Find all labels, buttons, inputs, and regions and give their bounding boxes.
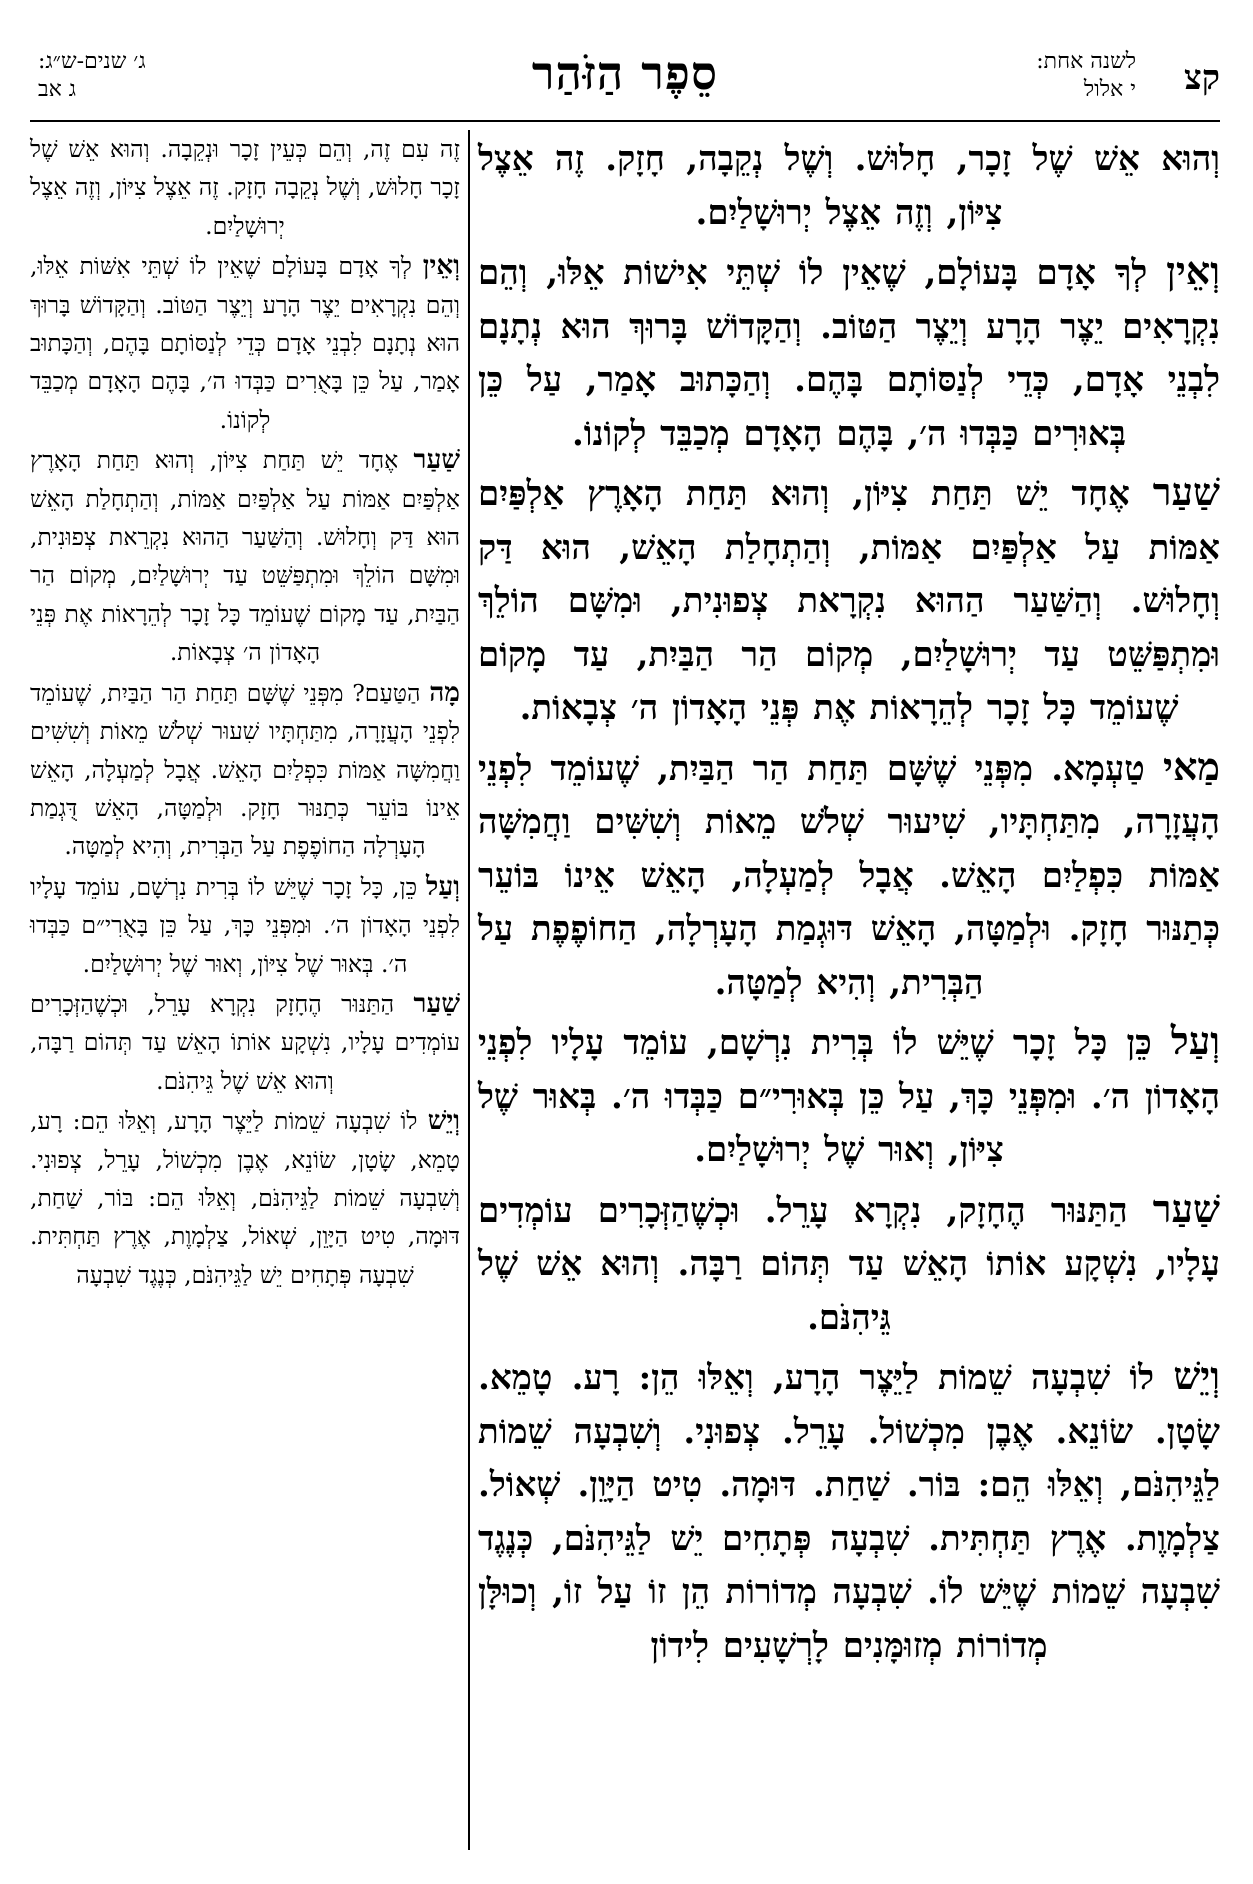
paragraph-text: אֶחָד יֵשׁ תַּחַת צִיּוֹן, וְהוּא תַּחַת הָאָרֶץ אַלְפַּיִם אַמּוֹת עַל אַלְפַּיִם אַמּוֹת, וְהַתְחָלַת הָאֵשׁ הוּא דַּק וְחָלוּשׁ. וְהַשַּׁעַר הַהוּא נִקְרֵאת צְפוּנִית, וּמִשָּׁם הוֹלֵךְ וּמִתְפַּשֵּׁט עַד יְרוּשָׁלַיִם, מְקוֹם הַר הַבַּיִת, עַד מָקוֹם שֶׁעוֹמֵד כָּל זָכָר לְהֵרָאוֹת אֶת פְּנֵי הָאָדוֹן ה׳ צְבָאוֹת. <box>30 446 460 667</box>
paragraph-lead-word: שַׁעַר <box>413 444 460 476</box>
paragraph-text: טַעְמָא. מִפְּנֵי שֶׁשָּׁם תַּחַת הַר הַבַּיִת, שֶׁעוֹמֵד לִפְנֵי הָעֲזָרָה, מִתַּחְתָּיו, שִׁיעוּר שְׁלֹשׁ מֵאוֹת וְשִׁשִּׁים וַחֲמִשָּׁה אַמּוֹת כִּפְלַיִם הָאֵשׁ. אֲבָל לְמַעְלָה, הָאֵשׁ אֵינוֹ בּוֹעֵר כְּתַנּוּר חָזָק. וּלְמַטָּה, הָאֵשׁ דּוּגְמַת הָעָרְלָה, הַחוֹפֶפֶת עַל הַבְּרִית, וְהִיא לְמַטָּה. <box>478 748 1220 1003</box>
paragraph-text: כֵּן כָּל זָכָר שֶׁיֵּשׁ לוֹ בְּרִית נִרְשָׁם, עוֹמֵד עָלָיו לִפְנֵי הָאָדוֹן ה׳. וּמִפְּנֵי כָּךְ, עַל כֵּן בְּאוּרִי״ם כַּבְּדוּ ה׳. בְּאוּר שֶׁל צִיּוֹן, וְאוּר שֶׁל יְרוּשָׁלַיִם. <box>478 1023 1220 1170</box>
paragraph-text: כֵּן, כָּל זָכָר שֶׁיֵּשׁ לוֹ בְּרִית נִרְשָׁם, עוֹמֵד עָלָיו לִפְנֵי הָאָדוֹן ה׳. וּמִפְּנֵי כָּךְ, עַל כֵּן בָּאֻרִי״ם כַּבְּדוּ ה׳. בְּאוּר שֶׁל צִיּוֹן, וְאוּר שֶׁל יְרוּשָׁלַיִם. <box>30 872 460 978</box>
paragraph-text: לְךָ אָדָם בָּעוֹלָם, שֶׁאֵין לוֹ שְׁתֵּי אִישׁוֹת אֵלּוּ, וְהֵם נִקְרָאִים יֵצֶר הָרָע וְיֵצֶר הַטּוֹב. וְהַקָּדוֹשׁ בָּרוּךְ הוּא נְתָנָם לִבְנֵי אָדָם, כְּדֵי לְנַסּוֹתָם בָּהֶם. וְהַכָּתוּב אָמַר, עַל כֵּן בְּאוּרִים כַּבְּדוּ ה׳, בָּהֶם הָאָדָם מְכַבֵּד לְקוֹנוֹ. <box>478 253 1220 454</box>
main-paragraph <box>478 1014 1220 1178</box>
paragraph-text: לְךָ אָדָם בָּעוֹלָם שֶׁאֵין לוֹ שְׁתֵּי אִשּׁוֹת אֵלּוּ, וְהֵם נִקְרָאִים יֵצֶר הָרָע וְיֵצֶר הַטּוֹב. וְהַקָּדוֹשׁ בָּרוּךְ הוּא נְתָנָם לִבְנֵי אָדָם כְּדֵי לְנַסּוֹתָם בָּהֶם, וְהַכָּתוּב אָמַר, עַל כֵּן בָּאֻרִים כַּבְּדוּ ה׳, בָּהֶם הָאָדָם מְכַבֵּד לְקוֹנוֹ. <box>30 252 460 434</box>
paragraph-lead-word: וְאֵין <box>1166 248 1220 293</box>
main-paragraph <box>478 1349 1220 1673</box>
main-paragraph <box>478 130 1220 240</box>
paragraph-lead-word: שַׁעַר <box>1152 469 1220 514</box>
paragraph-lead-word: מָה <box>429 676 460 708</box>
paragraph-lead-word: וְעַל <box>426 870 460 902</box>
column-divider <box>468 130 470 1850</box>
side-paragraph <box>30 985 460 1100</box>
side-paragraph <box>30 674 460 866</box>
book-title: סֵפֶר הַזֹּהַר <box>531 46 719 100</box>
main-paragraph <box>478 740 1220 1011</box>
paragraph-lead-word: שַׁעַר <box>1152 1185 1220 1231</box>
main-text-column <box>478 130 1220 1677</box>
schedule-three-years-date: ג אב <box>38 77 77 102</box>
paragraph-text: לוֹ שִׁבְעָה שֵׁמוֹת לַיֵּצֶר הָרָע, וְאֵלּוּ הֵם: רָע, טָמֵא, שָׂטָן, שׂוֹנֵא, אֶבֶן מִכְשׁוֹל, עָרֵל, צְפוּנִי. וְשִׁבְעָה שֵׁמוֹת לַגֵּיהִנֹּם, וְאֵלּוּ הֵם: בּוֹר, שַׁחַת, דּוּמָה, טִיט הַיָּוֵן, שְׁאוֹל, צַלְמָוֶת, אֶרֶץ תַּחְתִּית. שִׁבְעָה פְּתָחִים יֵשׁ לַגֵּיהִנֹּם, כְּנֶגֶד שִׁבְעָה <box>30 1107 460 1289</box>
schedule-one-year-label: לשנה אחת: <box>1036 49 1136 74</box>
schedule-three-years-label: ג׳ שנים-ש״ג: <box>38 49 146 74</box>
paragraph-lead-word: וְאֵין <box>422 250 460 282</box>
paragraph-lead-word: וְיֵשׁ <box>1173 1353 1220 1398</box>
paragraph-text: לוֹ שִׁבְעָה שֵׁמוֹת לַיֵּצֶר הָרָע, וְאֵלּוּ הֵן: רָע. טָמֵא. שָׂטָן. שׂוֹנֵא. אֶבֶן מִכְשׁוֹל. עָרֵל. צְפוּנִי. וְשִׁבְעָה שֵׁמוֹת לַגֵּיהִנֹּם, וְאֵלּוּ הֵם: בּוֹר. שַׁחַת. דּוּמָה. טִיט הַיָּוֵן. שְׁאוֹל. צַלְמָוֶת. אֶרֶץ תַּחְתִּית. שִׁבְעָה פְּתָחִים יֵשׁ לַגֵּיהִנֹּם, כְּנֶגֶד שִׁבְעָה שֵׁמוֹת שֶׁיֵּשׁ לוֹ. שִׁבְעָה מְדוֹרוֹת הֵן זוֹ עַל זוֹ, וְכוּלָּן מְדוֹרוֹת מְזוּמָּנִים לָרְשָׁעִים לִידוֹן <box>478 1358 1220 1666</box>
side-paragraph <box>30 441 460 671</box>
page-header <box>30 42 1220 122</box>
side-paragraph <box>30 247 460 439</box>
side-paragraph <box>30 1102 460 1294</box>
side-paragraph <box>30 130 460 245</box>
side-paragraph <box>30 868 460 983</box>
paragraph-lead-word: מַאי <box>1162 743 1220 789</box>
paragraph-text: הַתַּנּוּר הֶחָזָק, נִקְרָא עָרֵל. וּכְשֶׁהַזְּכָרִים עוֹמְדִים עָלָיו, נִשְׁקָע אוֹתוֹ הָאֵשׁ עַד תְּהוֹם רַבָּה. וְהוּא אֵשׁ שֶׁל גֵּיהִנֹּם. <box>478 1190 1220 1338</box>
main-paragraph <box>478 1182 1220 1346</box>
paragraph-text: הַתַּנּוּר הֶחָזָק נִקְרָא עָרֵל, וּכְשֶׁהַזְּכָרִים עוֹמְדִים עָלָיו, נִשְׁקָע אוֹתוֹ הָאֵשׁ עַד תְּהוֹם רַבָּה, וְהוּא אֵשׁ שֶׁל גֵּיהִנֹּם. <box>30 989 460 1095</box>
paragraph-lead-word: וְעַל <box>1170 1018 1221 1063</box>
schedule-one-year-date: י אלול <box>1083 77 1136 102</box>
main-paragraph <box>478 465 1220 736</box>
zohar-page <box>30 42 1220 1862</box>
paragraph-lead-word: שַׁעַר <box>413 987 460 1019</box>
paragraph-text: זֶה עִם זֶה, וְהֵם כְּעֵין זָכָר וּנְקֵבָה. וְהוּא אֵשׁ שֶׁל זָכָר חָלוּשׁ, וְשֶׁל נְקֵבָה חָזָק. זֶה אֵצֶל צִיּוֹן, וְזֶה אֵצֶל יְרוּשָׁלַיִם. <box>30 135 460 240</box>
paragraph-text: הַטַּעַם? מִפְּנֵי שֶׁשָּׁם תַּחַת הַר הַבַּיִת, שֶׁעוֹמֵד לִפְנֵי הָעֲזָרָה, מִתַּחְתָּיו שִׁעוּר שְׁלֹשׁ מֵאוֹת וְשִׁשִּׁים וַחֲמִשָּׁה אַמּוֹת כִּפְלַיִם הָאֵשׁ. אֲבָל לְמַעְלָה, הָאֵשׁ אֵינוֹ בּוֹעֵר כְּתַנּוּר חָזָק. וּלְמַטָּה, הָאֵשׁ דֻּגְמַת הָעָרְלָה הַחוֹפֶפֶת עַל הַבְּרִית, וְהִיא לְמַטָּה. <box>30 678 460 861</box>
paragraph-text: וְהוּא אֵשׁ שֶׁל זָכָר, חָלוּשׁ. וְשֶׁל נְקֵבָה, חָזָק. זֶה אֵצֶל צִיּוֹן, וְזֶה אֵצֶל יְרוּשָׁלַיִם. <box>478 139 1220 233</box>
paragraph-lead-word: וְיֵשׁ <box>427 1105 460 1137</box>
main-paragraph <box>478 244 1220 461</box>
page-number: קצ <box>1183 58 1220 98</box>
side-text-column <box>30 130 460 1296</box>
paragraph-text: אֶחָד יֵשׁ תַּחַת צִיּוֹן, וְהוּא תַּחַת הָאָרֶץ אַלְפַּיִם אַמּוֹת עַל אַלְפַּיִם אַמּוֹת, וְהַתְחָלַת הָאֵשׁ, הוּא דַּק וְחָלוּשׁ. וְהַשַּׁעַר הַהוּא נִקְרָאת צְפוּנִית, וּמִשָּׁם הוֹלֵךְ וּמִתְפַּשֵּׁט עַד יְרוּשָׁלַיִם, מְקוֹם הַר הַבַּיִת, עַד מָקוֹם שֶׁעוֹמֵד כָּל זָכָר לְהֵרָאוֹת אֶת פְּנֵי הָאָדוֹן ה׳ צְבָאוֹת. <box>478 474 1220 728</box>
reading-schedule-three-years <box>38 48 146 104</box>
